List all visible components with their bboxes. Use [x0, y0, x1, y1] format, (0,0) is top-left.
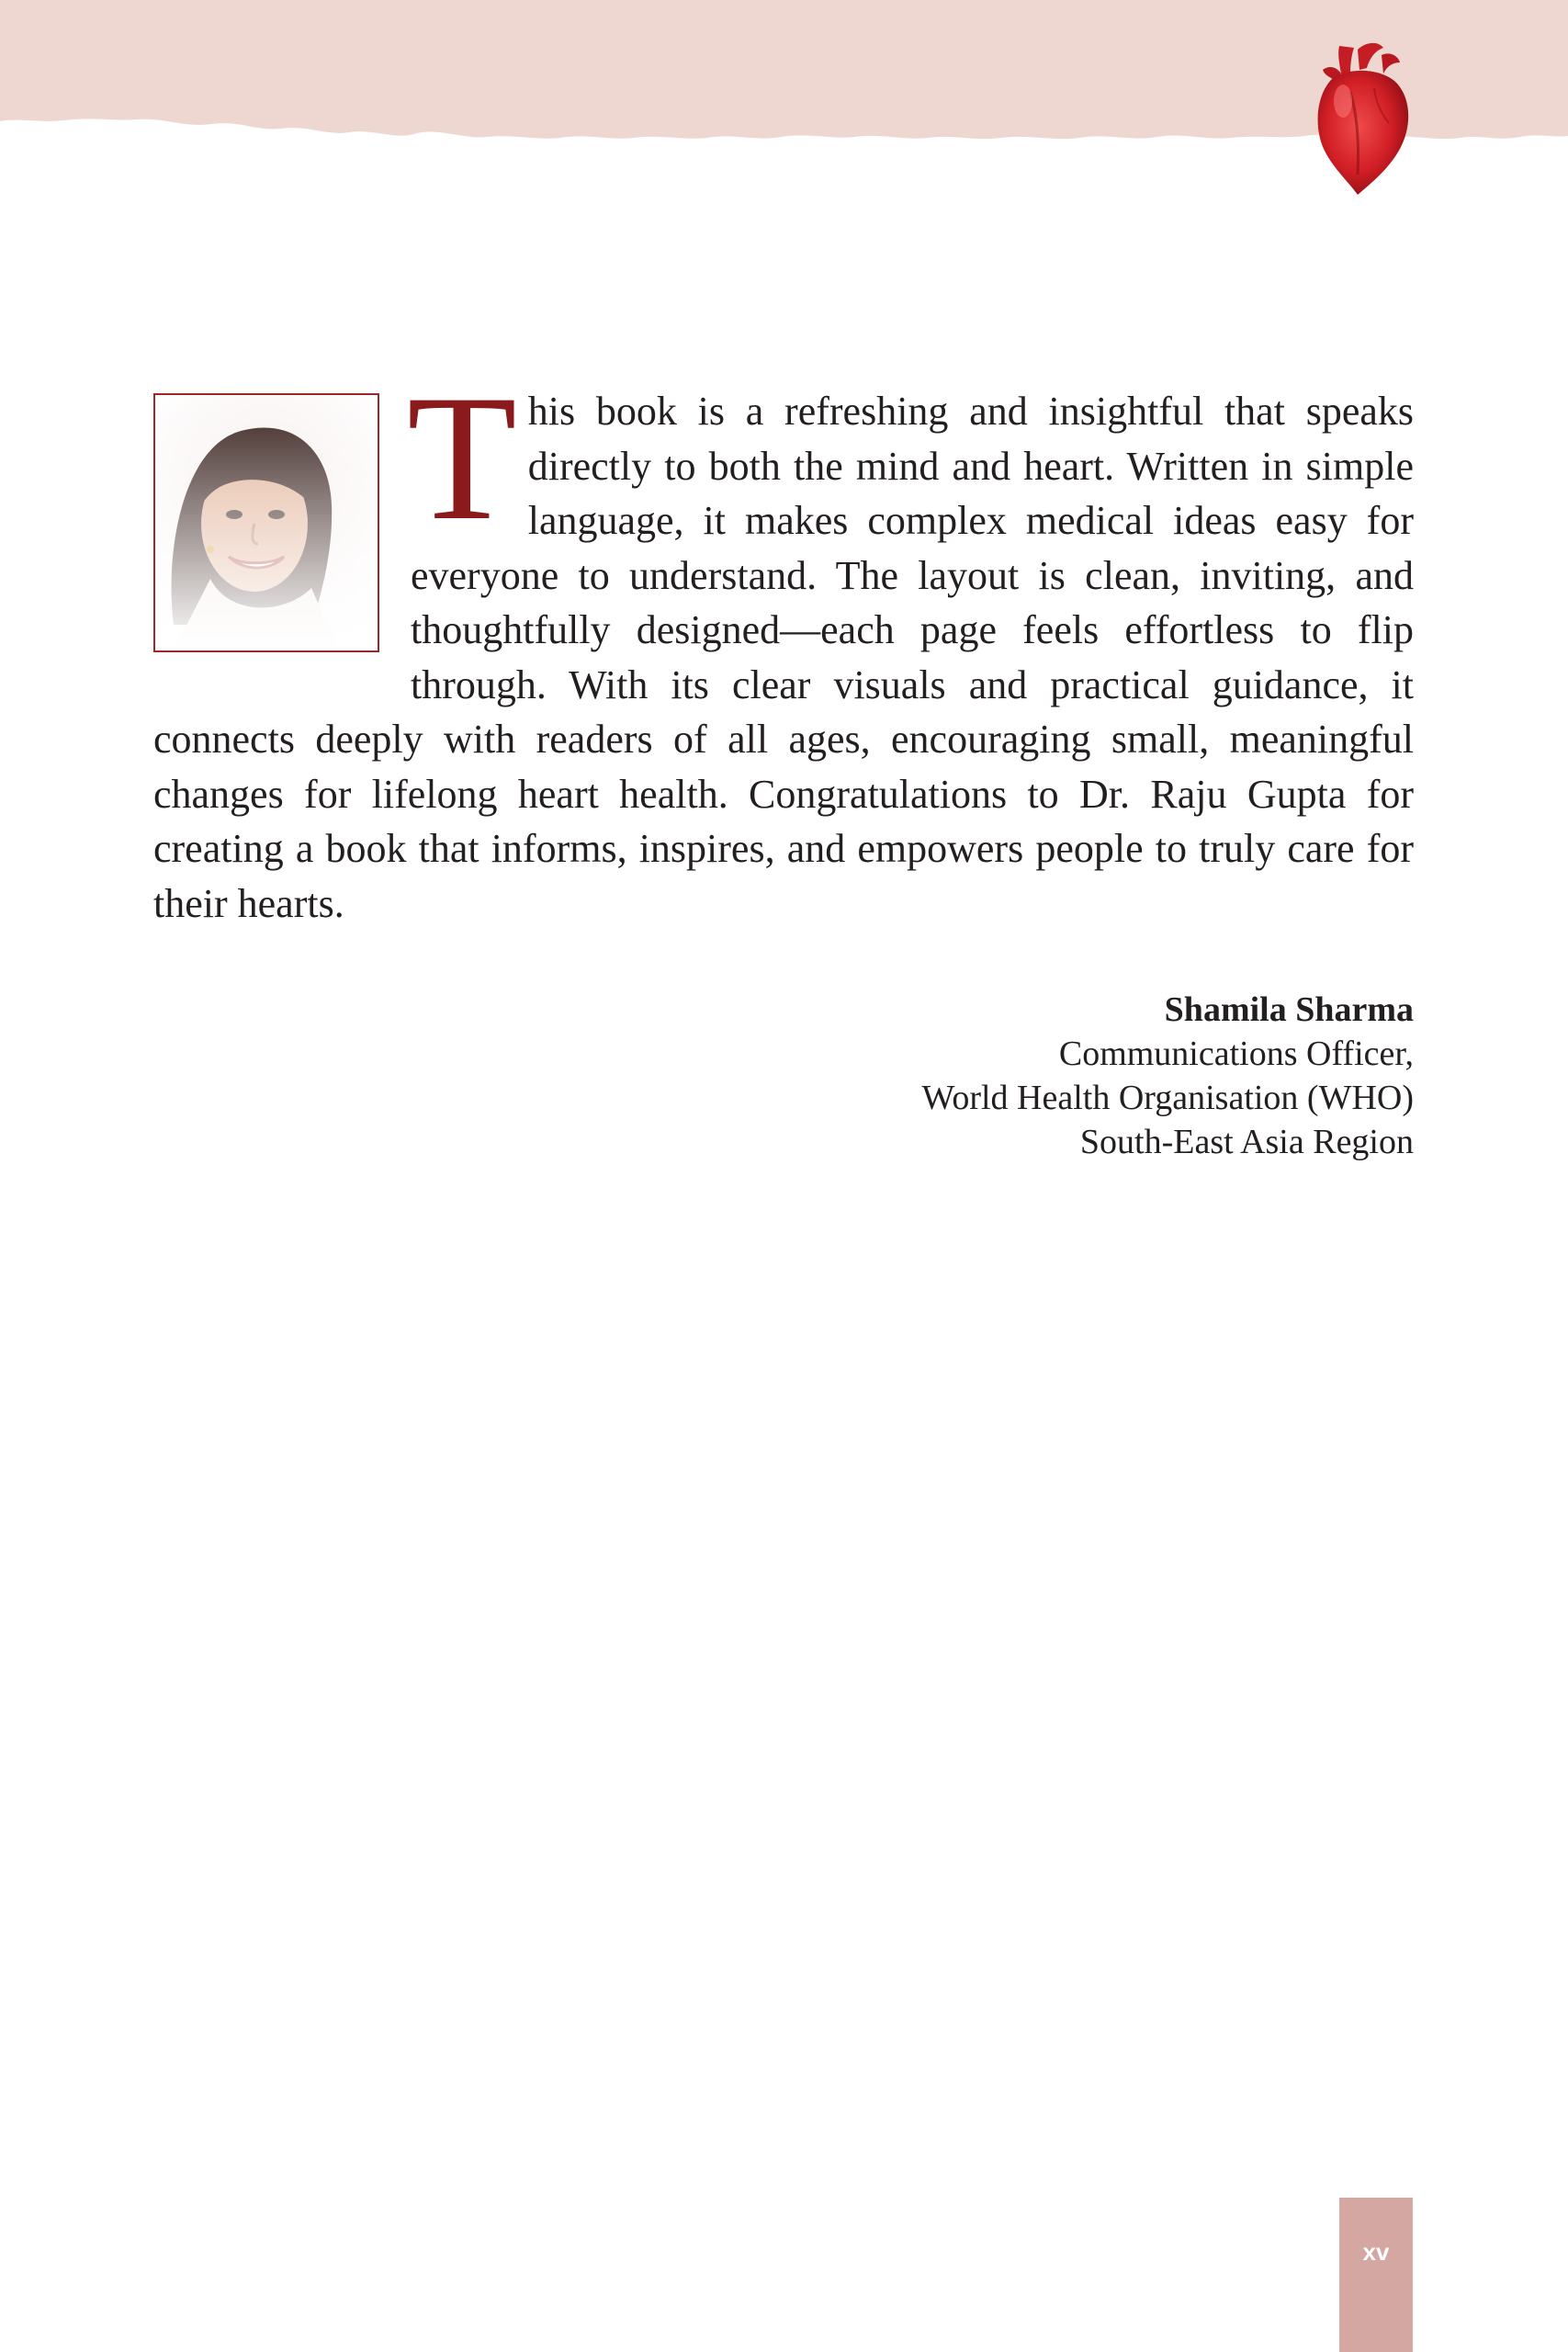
foreword-block: [153, 358, 1414, 931]
drop-cap-letter: T: [407, 358, 517, 558]
signatory-organisation: World Health Organisation (WHO): [921, 1079, 1414, 1117]
page-number: xv: [1362, 2238, 1390, 2266]
signatory-title: Communications Officer,: [1058, 1035, 1414, 1073]
heart-anatomy-icon: [1286, 37, 1424, 202]
signatory-region: South-East Asia Region: [1079, 1123, 1414, 1161]
signature-block: [922, 988, 1415, 1164]
signatory-name: Shamila Sharma: [1164, 990, 1414, 1029]
page-number-tab: [1339, 2198, 1413, 2352]
foreword-body: his book is a refreshing and insightful that speaks directly to both the mind and heart. Written in simple language, it makes complex medical ideas easy for everyone to understand. The layout is clean, inviting, and thoughtfully designed—each page feels effortless to flip through. With its clear visuals and practical guidance, it connects deeply with readers of all ages, encouraging small, meaningful changes for lifelong heart health. Congratulations to Dr. Raju Gupta for creating a book that informs, inspires, and empowers people to truly care for their hearts.: [153, 389, 1414, 926]
author-portrait: [153, 393, 379, 652]
